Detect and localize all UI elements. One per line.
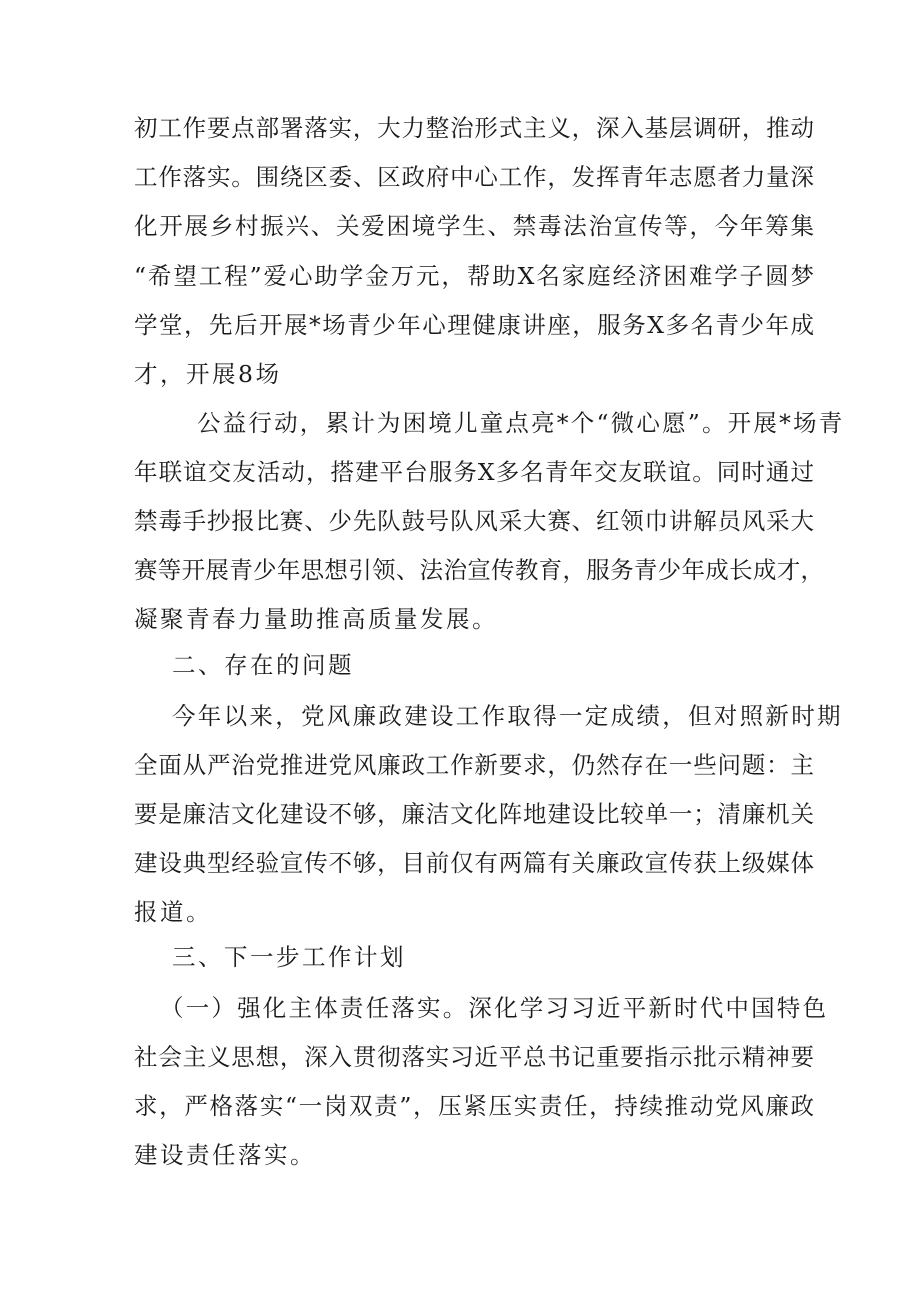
paragraph-3-line-2: 全面从严治党推进党风廉政工作新要求，仍然存在一些问题：主 xyxy=(134,751,814,779)
paragraph-1-line-2: 工作落实。围绕区委、区政府中心工作，发挥青年志愿者力量深 xyxy=(134,163,814,191)
paragraph-1-line-3: 化开展乡村振兴、关爱困境学生、禁毒法治宣传等，今年筹集 xyxy=(134,212,814,240)
paragraph-3-line-3: 要是廉洁文化建设不够，廉洁文化阵地建设比较单一；清廉机关 xyxy=(134,800,814,828)
paragraph-3-line-1: 今年以来，党风廉政建设工作取得一定成绩，但对照新时期 xyxy=(172,702,843,730)
paragraph-2-line-5: 凝聚青春力量助推高质量发展。 xyxy=(134,605,498,633)
paragraph-3-line-5: 报道。 xyxy=(134,898,212,926)
paragraph-2-line-4: 赛等开展青少年思想引领、法治宣传教育，服务青少年成长成才， xyxy=(134,556,824,584)
section-heading-problems: 二、存在的问题 xyxy=(172,651,354,679)
section-heading-next-steps: 三、下一步工作计划 xyxy=(172,943,406,971)
paragraph-2-line-1: 公益行动，累计为困境儿童点亮*个“微心愿”。开展*场青 xyxy=(197,409,845,437)
paragraph-4-line-3: 求，严格落实“一岗双责”，压紧压实责任，持续推动党风廉政 xyxy=(134,1092,814,1120)
paragraph-2-line-3: 禁毒手抄报比赛、少先队鼓号队风采大赛、红领巾讲解员风采大 xyxy=(134,507,814,535)
paragraph-1-line-5: 学堂，先后开展*场青少年心理健康讲座，服务X多名青少年成 xyxy=(134,311,814,339)
paragraph-4-line-2: 社会主义思想，深入贯彻落实习近平总书记重要指示批示精神要 xyxy=(134,1043,814,1071)
paragraph-3-line-4: 建设典型经验宣传不够，目前仅有两篇有关廉政宣传获上级媒体 xyxy=(134,849,814,877)
paragraph-2-line-2: 年联谊交友活动，搭建平台服务X多名青年交友联谊。同时通过 xyxy=(134,458,814,486)
paragraph-1-line-1: 初工作要点部署落实，大力整治形式主义，深入基层调研，推动 xyxy=(134,114,814,142)
paragraph-4-line-1: （一）强化主体责任落实。深化学习习近平新时代中国特色 xyxy=(160,994,829,1022)
paragraph-1-line-6: 才，开展8场 xyxy=(134,360,282,388)
paragraph-1-line-4: “希望工程”爱心助学金万元，帮助X名家庭经济困难学子圆梦 xyxy=(134,262,814,290)
paragraph-4-line-4: 建设责任落实。 xyxy=(134,1141,316,1169)
